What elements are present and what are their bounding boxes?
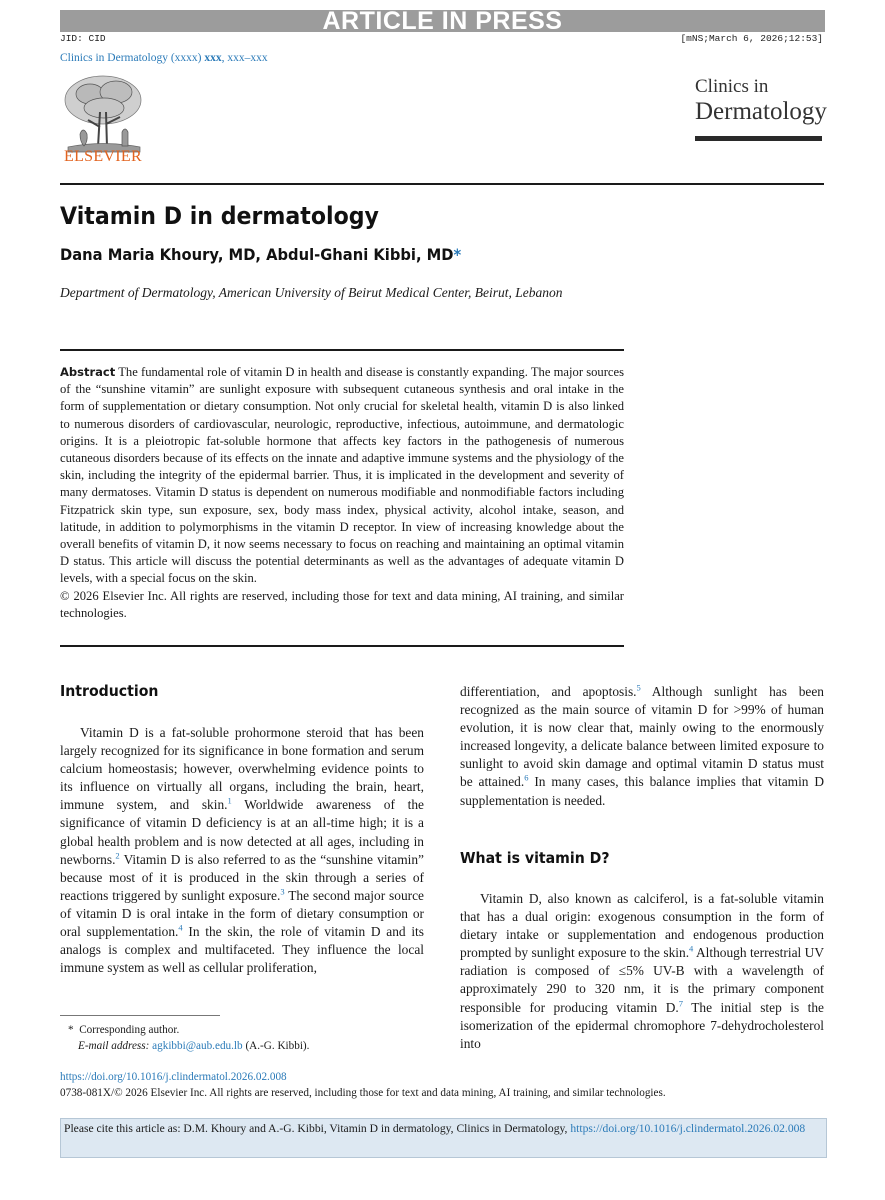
citation-doi-link[interactable]: https://doi.org/10.1016/j.clindermatol.2026.02.008 <box>570 1122 806 1135</box>
journal-logo-rule <box>695 136 822 141</box>
reference-link[interactable]: 3 <box>280 886 285 897</box>
reference-link[interactable]: 2 <box>115 850 120 861</box>
article-title: Vitamin D in dermatology <box>60 202 379 230</box>
abstract-copyright: © 2026 Elsevier Inc. All rights are reserved, including those for text and data mining, AI training, and similar technologies. <box>60 588 624 620</box>
email-link[interactable]: agkibbi@aub.edu.lb <box>152 1040 243 1052</box>
introduction-body: Vitamin D is a fat-soluble prohormone steroid that has been largely recognized for its significance in bone formation and serum calcium homeostasis; however, overwhelming evidence points to its influence on virtually all organs, including the brain, heart, immune system, and skin.$^1$ Worldwide awareness of the significance of vitamin D deficiency is at an all-time high; it is a global health problem and is now detected at all ages, including in newborns.$^2$ Vitamin D is also referred to as the “sunshine vitamin” because most of it is produced in the skin through a series of reactions triggered by sunlight exposure.$^3$ The second major source of vitamin D is oral intake in the form of dietary consumption or oral supplementation.$^4$ In the skin, the role of vitamin D and its analogs is complex and multifaceted. They influence the local immune system as well as cellular proliferation, <box>60 725 424 976</box>
reference-link[interactable]: 5 <box>636 682 641 693</box>
corresponding-author-mark[interactable]: * <box>453 245 462 264</box>
reference-link[interactable]: 4 <box>178 922 183 933</box>
reference-link[interactable]: 1 <box>227 795 232 806</box>
abstract-label: Abstract <box>60 365 116 379</box>
journal-id: JID: CID <box>60 33 106 44</box>
publisher-name: ELSEVIER <box>64 148 142 165</box>
abstract-bottom-rule <box>60 645 624 647</box>
author-affiliation: Department of Dermatology, American University of Beirut Medical Center, Beirut, Lebanon <box>60 285 563 300</box>
citation-box: Please cite this article as: D.M. Khoury and A.-G. Kibbi, Vitamin D in dermatology, Clinics in Dermatology, https://doi.org/10.1016/j.clindermatol.2026.02.008 <box>60 1118 827 1158</box>
reference-link[interactable]: 6 <box>524 773 529 783</box>
reference-link[interactable]: 7 <box>678 998 683 1009</box>
issn-copyright: 0738-081X/© 2026 Elsevier Inc. All rights are reserved, including those for text and data mining, AI training, and similar technologies. <box>60 1087 666 1099</box>
article-meta: [mNS;March 6, 2026;12:53] <box>680 33 823 44</box>
article-in-press-banner: ARTICLE IN PRESS <box>60 10 825 32</box>
introduction-continuation: differentiation, and apoptosis.$^5$ Although sunlight has been recognized as the main source of vitamin D for >99% of human evolution, it is now clear that, mainly owing to the enormously increased longevity, a delicate balance between limited exposure to sunlight to avoid skin damage and optimal vitamin D status must be attained.$^6$ In many cases, this balance implies that vitamin D supplementation is needed. <box>460 682 825 808</box>
what-is-vitamin-d-body: Vitamin D, also known as calciferol, is a fat-soluble vitamin that has a dual origin: exogenous consumption in the form of dietary intake or supplementation and endogenous production prompted by sunlight exposure to the skin.$^4$ Although terrestrial UV radiation is composed of ≤5% UV-B with a wavelength of approximately 290 to 320 nm, it is the primary component responsible for producing vitamin D.$^7$ The initial step is the isomerization of the epidermal chromophore 7-dehydrocholesterol into <box>460 891 825 1051</box>
header-divider <box>60 183 824 185</box>
article-authors: Dana Maria Khoury, MD, Abdul-Ghani Kibbi, MD* <box>60 245 462 264</box>
footnote-rule <box>60 1015 220 1016</box>
abstract <box>60 364 624 622</box>
reference-link[interactable]: 4 <box>689 943 694 954</box>
abstract-text: The fundamental role of vitamin D in health and disease is constantly expanding. The major sources of the “sunshine vitamin” are sunlight exposure with subsequent cutaneous synthesis and oral intake in the form of supplementation or dietary consumption. Not only crucial for skeletal health, vitamin D is also linked to numerous disorders of cardiovascular, neurologic, reproductive, infectious, autoimmune, and dermatologic origins. It is a pleiotropic fat-soluble hormone that affects key factors in the pathogenesis of numerous cutaneous disorders because of its effects on the innate and adaptive immune systems and the physiology of the skin, including the integrity of the epidermal barrier. Thus, it is implicated in the development and severity of many dermatoses. Vitamin D status is dependent on numerous modifiable and nonmodifiable factors including Fitzpatrick skin type, sun exposure, sex, body mass index, physical activity, alcohol intake, season, and latitude, in addition to polymorphisms in the vitamin D receptor. In view of increasing knowledge about the overall benefits of vitamin D, it now seems necessary to focus on reaching and maintaining an optimal vitamin D status. This article will discuss the potential determinants as well as the advantages of adequate vitamin D levels, with a special focus on the skin. <box>60 365 624 586</box>
abstract-top-rule <box>60 349 624 351</box>
doi-link[interactable]: https://doi.org/10.1016/j.clindermatol.2026.02.008 <box>60 1071 287 1083</box>
introduction-heading: Introduction <box>60 682 159 700</box>
what-is-vitamin-d-heading: What is vitamin D? <box>460 849 610 867</box>
corresponding-author-footnote: * Corresponding author. E-mail address: agkibbi@aub.edu.lb (A.-G. Kibbi). <box>68 1024 310 1052</box>
journal-logo: Clinics in Dermatology <box>695 76 827 125</box>
journal-reference[interactable]: Clinics in Dermatology (xxxx) xxx, xxx–xxx <box>60 52 268 64</box>
